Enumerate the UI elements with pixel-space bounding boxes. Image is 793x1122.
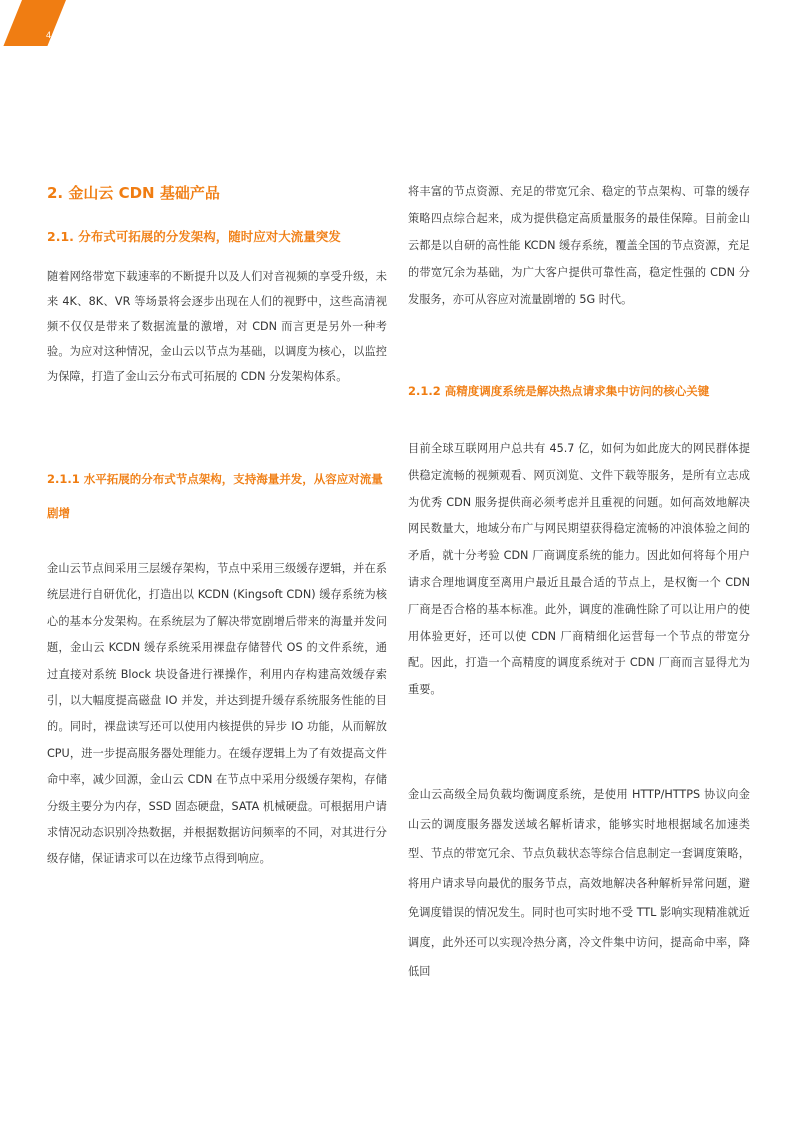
heading-2-1-2: 2.1.2 高精度调度系统是解决热点请求集中访问的核心关键: [408, 384, 710, 398]
continuation-paragraph: 将丰富的节点资源、充足的带宽冗余、稳定的节点架构、可靠的缓存策略四点综合起来，成为提供稳定高质量服务的最佳保障。目前金山云都是以自研的高性能 KCDN 缓存系统，覆盖全国的节点资源，充足的带宽冗余为基础，为广大客户提供可靠性高，稳定性强的 CDN 分发服务，亦可从容应对流量剧增的 5G 时代。: [408, 185, 750, 306]
section-title: 2. 金山云 CDN 基础产品: [47, 184, 220, 202]
body-212b-block: [408, 780, 750, 987]
subsection-title: 2.1. 分布式可拓展的分发架构，随时应对大流量突发: [47, 229, 341, 244]
page-number: 4: [46, 30, 52, 40]
intro-paragraph: 随着网络带宽下载速率的不断提升以及人们对音视频的享受升级，未来 4K、8K、VR 等场景将会逐步出现在人们的视野中，这些高清视频不仅仅是带来了数据流量的激增，对 CDN 而言更是另外一种考验。为应对这种情况，金山云以节点为基础，以调度为核心，以监控为保障，打造了金山云分布式可拓展的 CDN 分发架构体系。: [47, 270, 387, 383]
body-211-block: [47, 556, 387, 873]
body-2-1-1: 金山云节点间采用三层缓存架构，节点中采用三级缓存逻辑，并在系统层进行自研优化，打造出以 KCDN (Kingsoft CDN) 缓存系统为核心的基本分发架构。在系统层为了解决带宽剧增后带来的海量并发问题，金山云 KCDN 缓存系统采用裸盘存储替代 OS 的文件系统，通过直接对系统 Block 块设备进行裸操作，利用内存构建高效缓存索引，以大幅度提高磁盘 IO 并发，并达到提升缓存系统服务性能的目的。同时，裸盘读写还可以使用内核提供的异步 IO 功能，从而解放 CPU，进一步提高服务器处理能力。在缓存逻辑上为了有效提高文件命中率，减少回源，金山云 CDN 在节点中采用分级缓存架构，存储分级主要分为内存，SSD 固态硬盘，SATA 机械硬盘。可根据用户请求情况动态识别冷热数据，并根据数据访问频率的不同，对其进行分级存储，保证请求可以在边缘节点得到响应。: [47, 562, 387, 866]
body-212a-block: [408, 436, 750, 704]
intro-paragraph-block: [47, 264, 387, 389]
heading-2-1-1: 2.1.1 水平拓展的分布式节点架构，支持海量并发，从容应对流量剧增: [47, 472, 383, 520]
continuation-block: [408, 178, 750, 313]
body-2-1-2-b: 金山云高级全局负载均衡调度系统，是使用 HTTP/HTTPS 协议向金山云的调度服务器发送域名解析请求，能够实时地根据域名加速类型、节点的带宽冗余、节点负载状态等综合信息制定一套调度策略，将用户请求导向最优的服务节点，高效地解决各种解析异常问题，避免调度错误的情况发生。同时也可实时地不受 TTL 影响实现精准就近调度，此外还可以实现冷热分离，冷文件集中访问，提高命中率，降低回: [408, 788, 750, 978]
heading-211-block: [47, 462, 387, 530]
body-2-1-2-a: 目前全球互联网用户总共有 45.7 亿，如何为如此庞大的网民群体提供稳定流畅的视频观看、网页浏览、文件下载等服务，是所有立志成为优秀 CDN 服务提供商必须考虑并且重视的问题。如何高效地解决网民数量大，地域分布广与网民期望获得稳定流畅的冲浪体验之间的矛盾，就十分考验 CDN 厂商调度系统的能力。因此如何将每个用户请求合理地调度至离用户最近且最合适的节点上，是权衡一个 CDN 厂商是否合格的基本标准。此外，调度的准确性除了可以让用户的使用体验更好，还可以使 CDN 厂商精细化运营每一个节点的带宽分配。因此，打造一个高精度的调度系统对于 CDN 厂商而言显得尤为重要。: [408, 442, 750, 697]
heading-212-block: [408, 380, 750, 402]
